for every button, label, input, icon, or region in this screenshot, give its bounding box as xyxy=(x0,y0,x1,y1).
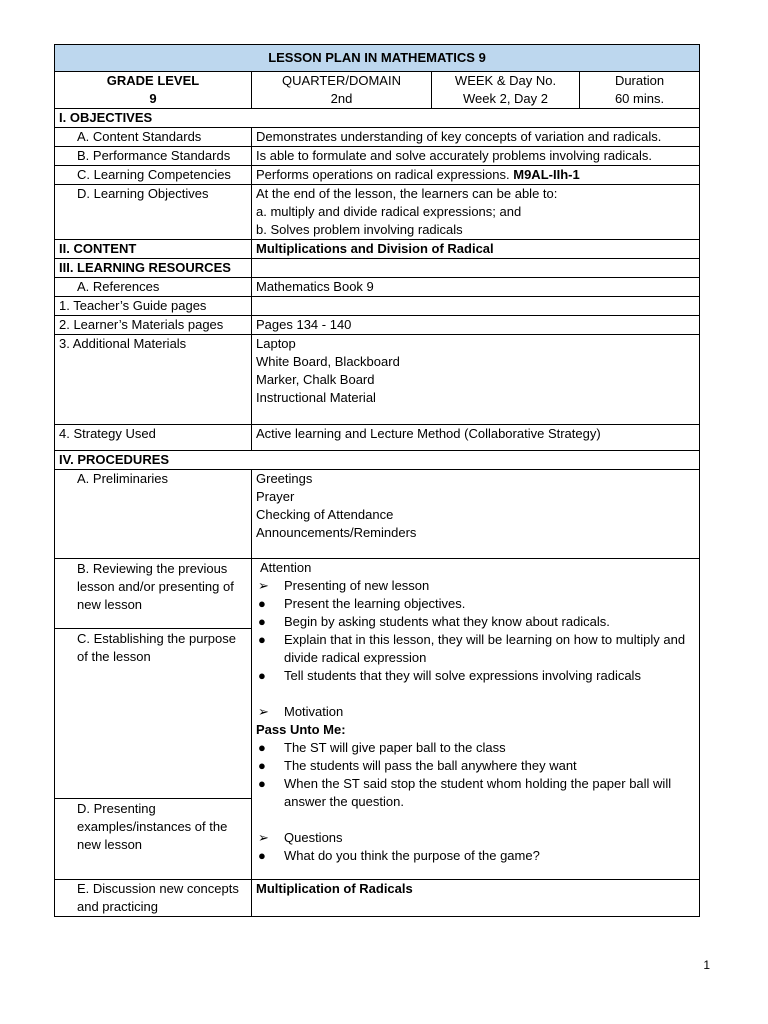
list-item-text: Begin by asking students what they know about radicals. xyxy=(284,614,610,629)
learning-objective-line: a. multiply and divide radical expressions; and xyxy=(256,204,522,219)
list-item xyxy=(256,613,695,631)
week-label: WEEK & Day No. xyxy=(454,73,557,88)
strategy-value: Active learning and Lecture Method (Collaborative Strategy) xyxy=(252,425,700,451)
document-title: LESSON PLAN IN MATHEMATICS 9 xyxy=(55,45,700,72)
teachers-guide-value xyxy=(252,297,700,316)
list-item xyxy=(256,595,695,613)
presenting-label: D. Presenting examples/instances of the new lesson xyxy=(77,801,228,852)
arrow-bullet-icon: ➢ xyxy=(258,578,269,593)
objectives-heading: I. OBJECTIVES xyxy=(55,109,700,128)
resources-empty-cell xyxy=(252,259,700,278)
competencies-label: C. Learning Competencies xyxy=(55,166,252,185)
establishing-label: C. Establishing the purpose of the lesson xyxy=(55,629,251,799)
list-item xyxy=(256,847,695,865)
duration-label: Duration xyxy=(614,73,665,88)
competencies-code: M9AL-IIh-1 xyxy=(513,167,580,182)
arrow-bullet-icon: ➢ xyxy=(258,830,269,845)
lesson-plan-document xyxy=(54,44,699,917)
teachers-guide-label: 1. Teacher’s Guide pages xyxy=(55,297,252,316)
presenting-new-item xyxy=(256,577,695,595)
competencies-cell xyxy=(252,166,700,185)
preliminaries-cell xyxy=(252,470,700,559)
content-heading: II. CONTENT xyxy=(55,240,252,259)
arrow-bullet-icon: ➢ xyxy=(258,704,269,719)
attention-label: Attention xyxy=(260,560,312,575)
preliminaries-item: Checking of Attendance xyxy=(256,507,394,522)
list-item-text: Present the learning objectives. xyxy=(284,596,466,611)
procedure-details-cell xyxy=(252,559,700,880)
grade-level-value: 9 xyxy=(149,91,157,106)
content-standards-label: A. Content Standards xyxy=(55,128,252,147)
list-item-text: The ST will give paper ball to the class xyxy=(284,740,506,755)
learners-materials-label: 2. Learner’s Materials pages xyxy=(55,316,252,335)
procedure-steps-cell xyxy=(55,559,252,880)
lesson-plan-table xyxy=(54,44,700,917)
additional-material-item: Marker, Chalk Board xyxy=(256,372,375,387)
list-item-text: Explain that in this lesson, they will be learning on how to multiply and divide radical expression xyxy=(284,632,686,665)
additional-material-item: White Board, Blackboard xyxy=(256,354,400,369)
quarter-cell xyxy=(252,72,432,109)
list-item xyxy=(256,667,695,685)
preliminaries-item: Announcements/Reminders xyxy=(256,525,417,540)
grade-level-label: GRADE LEVEL xyxy=(106,73,200,88)
performance-standards-label: B. Performance Standards xyxy=(55,147,252,166)
bullet-icon: ● xyxy=(258,596,266,611)
list-item xyxy=(256,757,695,775)
questions-text: Questions xyxy=(284,830,343,845)
references-label: A. References xyxy=(55,278,252,297)
performance-standards-value: Is able to formulate and solve accurately problems involving radicals. xyxy=(252,147,700,166)
preliminaries-label: A. Preliminaries xyxy=(55,470,252,559)
list-item xyxy=(256,631,695,667)
competencies-value: Performs operations on radical expressions. xyxy=(256,167,510,182)
page-number: 1 xyxy=(703,958,710,972)
bullet-icon: ● xyxy=(258,632,266,647)
motivation-item xyxy=(256,703,695,721)
procedures-heading: IV. PROCEDURES xyxy=(55,451,700,470)
presenting-new-text: Presenting of new lesson xyxy=(284,578,430,593)
list-item xyxy=(256,739,695,757)
learners-materials-value: Pages 134 - 140 xyxy=(252,316,700,335)
additional-materials-cell xyxy=(252,335,700,425)
header-row xyxy=(55,72,700,109)
resources-heading: III. LEARNING RESOURCES xyxy=(55,259,252,278)
reviewing-label: B. Reviewing the previous lesson and/or presenting of new lesson xyxy=(55,559,251,629)
bullet-icon: ● xyxy=(258,848,266,863)
motivation-text: Motivation xyxy=(284,704,344,719)
learning-objectives-cell xyxy=(252,185,700,240)
duration-value: 60 mins. xyxy=(614,91,665,106)
learning-objective-line: At the end of the lesson, the learners can be able to: xyxy=(256,186,558,201)
learning-objective-line: b. Solves problem involving radicals xyxy=(256,222,463,237)
bullet-icon: ● xyxy=(258,668,266,683)
discussion-value: Multiplication of Radicals xyxy=(252,880,700,917)
content-standards-value: Demonstrates understanding of key concepts of variation and radicals. xyxy=(252,128,700,147)
additional-materials-label: 3. Additional Materials xyxy=(55,335,252,425)
questions-item xyxy=(256,829,695,847)
strategy-label: 4. Strategy Used xyxy=(55,425,252,451)
quarter-label: QUARTER/DOMAIN xyxy=(282,73,401,88)
content-value: Multiplications and Division of Radical xyxy=(252,240,700,259)
game-title: Pass Unto Me: xyxy=(256,722,346,737)
week-cell xyxy=(432,72,580,109)
additional-material-item: Instructional Material xyxy=(256,390,376,405)
additional-material-item: Laptop xyxy=(256,336,296,351)
discussion-label: E. Discussion new concepts and practicing xyxy=(55,880,252,917)
week-value: Week 2, Day 2 xyxy=(462,91,549,106)
duration-cell xyxy=(580,72,700,109)
preliminaries-item: Greetings xyxy=(256,471,313,486)
quarter-value: 2nd xyxy=(330,91,353,106)
list-item-text: The students will pass the ball anywhere they want xyxy=(284,758,577,773)
bullet-icon: ● xyxy=(258,614,266,629)
preliminaries-item: Prayer xyxy=(256,489,295,504)
list-item xyxy=(256,775,695,811)
bullet-icon: ● xyxy=(258,776,266,791)
references-value: Mathematics Book 9 xyxy=(252,278,700,297)
list-item-text: When the ST said stop the student whom holding the paper ball will answer the question. xyxy=(284,776,672,809)
list-item-text: Tell students that they will solve expressions involving radicals xyxy=(284,668,641,683)
bullet-icon: ● xyxy=(258,740,266,755)
list-item-text: What do you think the purpose of the game? xyxy=(284,848,540,863)
learning-objectives-label: D. Learning Objectives xyxy=(55,185,252,240)
grade-level-cell xyxy=(55,72,252,109)
bullet-icon: ● xyxy=(258,758,266,773)
